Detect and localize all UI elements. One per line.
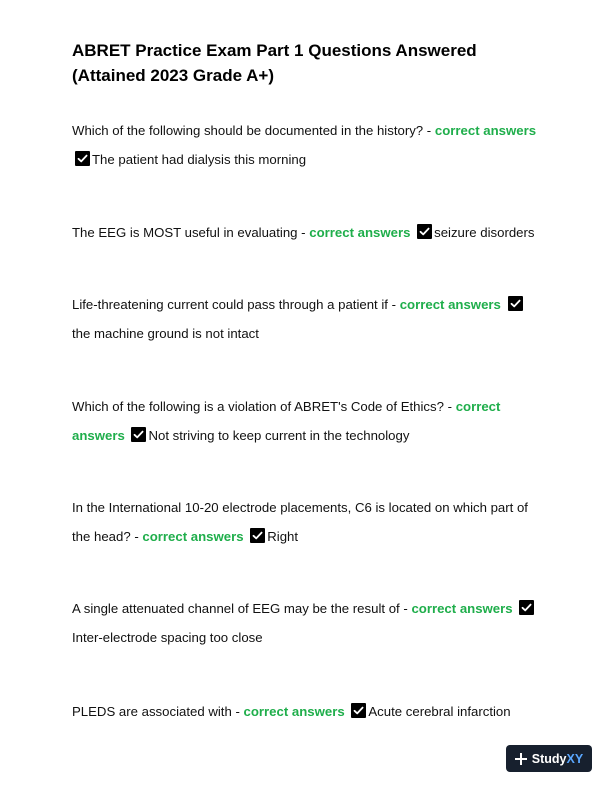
- qa-item-7: [72, 697, 540, 726]
- studyxy-badge[interactable]: [506, 745, 592, 772]
- check-icon: [519, 600, 534, 615]
- question-text: A single attenuated channel of EEG may be the result of -: [72, 601, 408, 616]
- correct-answers-label: correct answers: [243, 704, 345, 719]
- page-title: ABRET Practice Exam Part 1 Questions Answered (Attained 2023 Grade A+): [72, 41, 477, 85]
- question-text: Which of the following is a violation of ABRET's Code of Ethics? -: [72, 399, 453, 414]
- correct-answers-label: correct answers: [434, 123, 537, 138]
- qa-item-5: [72, 493, 540, 551]
- correct-answers-label: correct answers: [399, 297, 501, 312]
- correct-answers-label: correct answers: [411, 601, 513, 616]
- qa-item-3: [72, 290, 540, 348]
- question-text: Which of the following should be documented in the history? -: [72, 123, 432, 138]
- correct-answers-label: correct answers: [72, 399, 501, 443]
- check-icon: [250, 528, 265, 543]
- question-text: The EEG is MOST useful in evaluating -: [72, 225, 306, 240]
- qa-item-6: [72, 594, 540, 652]
- correct-answers-label: correct answers: [309, 225, 411, 240]
- plus-icon: [515, 753, 527, 765]
- answer-text: The patient had dialysis this morning: [92, 152, 307, 167]
- check-icon: [508, 296, 523, 311]
- check-icon: [351, 703, 366, 718]
- question-text: PLEDS are associated with -: [72, 704, 240, 719]
- answer-text: Acute cerebral infarction: [368, 704, 511, 719]
- qa-item-2: [72, 218, 540, 247]
- qa-item-1: [72, 116, 540, 174]
- answer-text: the machine ground is not intact: [72, 326, 259, 341]
- brand-name: Study: [531, 751, 567, 766]
- answer-text: Not striving to keep current in the technology: [148, 428, 410, 443]
- check-icon: [417, 224, 432, 239]
- brand-accent: XY: [566, 751, 584, 766]
- question-text: In the International 10-20 electrode placements, C6 is located on which part of the head? -: [72, 500, 528, 544]
- qa-item-4: [72, 392, 540, 450]
- answer-text: seizure disorders: [434, 225, 535, 240]
- question-text: Life-threatening current could pass through a patient if -: [72, 297, 397, 312]
- check-icon: [75, 151, 90, 166]
- check-icon: [131, 427, 146, 442]
- answer-text: Right: [267, 529, 299, 544]
- correct-answers-label: correct answers: [142, 529, 244, 544]
- answer-text: Inter-electrode spacing too close: [72, 630, 263, 645]
